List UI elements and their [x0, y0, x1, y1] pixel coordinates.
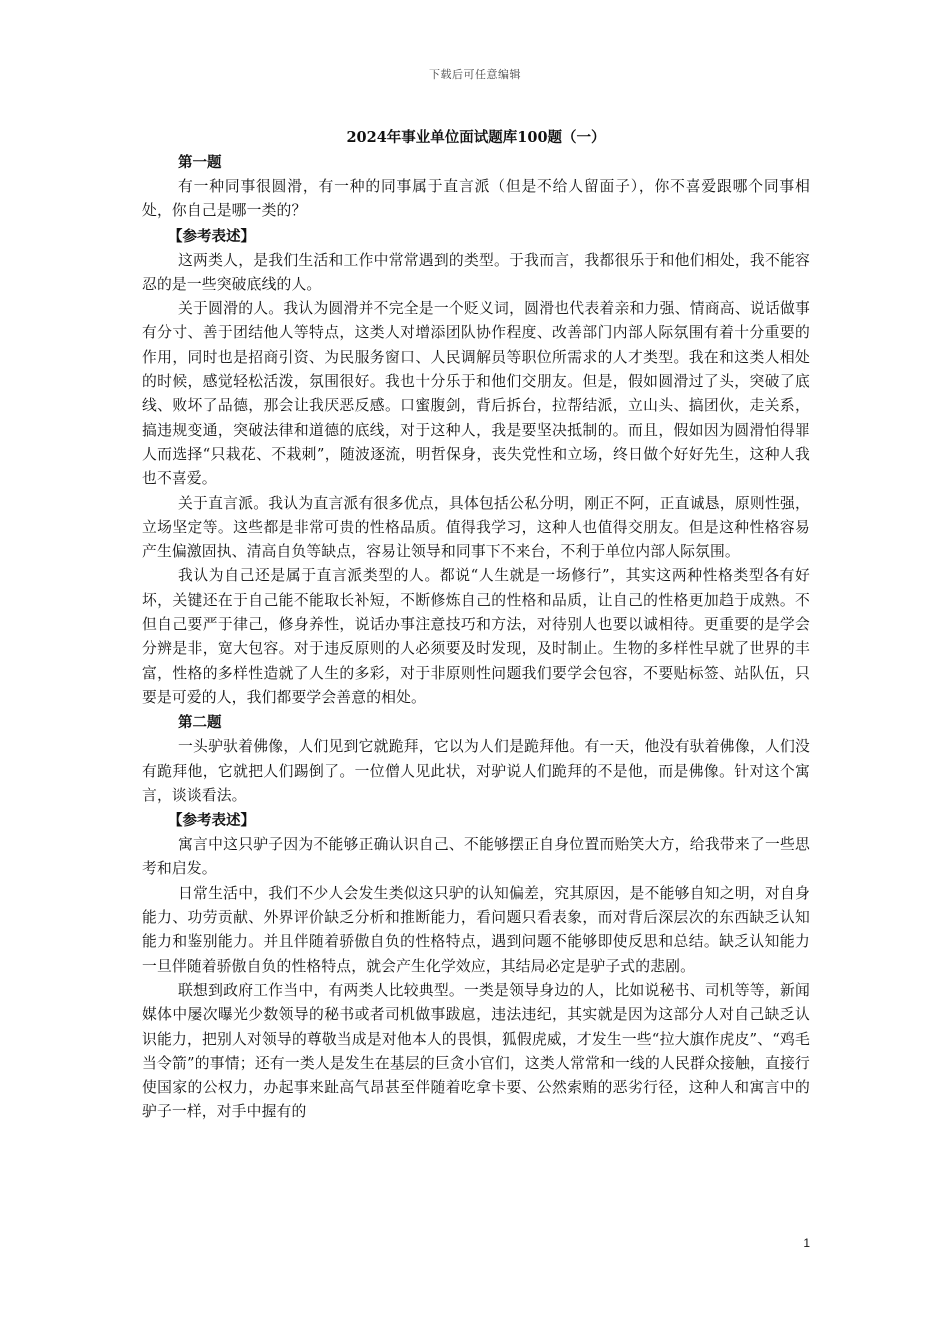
question-1-text: 有一种同事很圆滑，有一种的同事属于直言派（但是不给人留面子），你不喜爱跟哪个同事相处，你自己是哪一类的？ — [142, 178, 810, 220]
header-note: 下载后可任意编辑 — [429, 68, 521, 81]
question-2-answer-paragraph: 联想到政府工作当中，有两类人比较典型。一类是领导身边的人，比如说秘书、司机等等，新闻媒体中屡次曝光少数领导的秘书或者司机做事跋扈，违法违纪，其实就是因为这部分人对自己缺乏认识能力，把别人对领导的尊敬当成是对他本人的畏惧，狐假虎威，才发生一些“拉大旗作虎皮”、“鸡毛当令箭”的事情；还有一类人是发生在基层的巨贪小官们，这类人常常和一线的人民群众接触，直接行使国家的公权力，办起事来趾高气昂甚至伴随着吃拿卡要、公然索贿的恶劣行径，这种人和寓言中的驴子一样，对手中握有的 — [142, 981, 810, 1121]
question-2-heading: 第二题 — [178, 714, 222, 732]
question-1-reference-heading: 【参考表述】 — [168, 227, 255, 245]
question-1-answer-paragraph: 关于圆滑的人。我认为圆滑并不完全是一个贬义词，圆滑也代表着亲和力强、情商高、说话做事有分寸、善于团结他人等特点，这类人对增添团队协作程度、改善部门内部人际氛围有着十分重要的作用，同时也是招商引资、为民服务窗口、人民调解员等职位所需求的人才类型。我在和这类人相处的时候，感觉轻松活泼，氛围很好。我也十分乐于和他们交朋友。但是，假如圆滑过了头，突破了底线、败坏了品德，那会让我厌恶反感。口蜜腹剑，背后拆台，拉帮结派，立山头、搞团伙，走关系，搞违规变通，突破法律和道德的底线，对于这种人，我是要坚决抵制的。而且，假如因为圆滑怕得罪人而选择“只栽花、不栽刺”，随波逐流，明哲保身，丧失党性和立场，终日做个好好先生，这种人我也不喜爱。 — [142, 300, 810, 488]
question-1-answer-paragraph: 关于直言派。我认为直言派有很多优点，具体包括公私分明，刚正不阿，正直诚恳，原则性强，立场坚定等。这些都是非常可贵的性格品质。值得我学习，这种人也值得交朋友。但是这种性格容易产生偏激固执、清高自负等缺点，容易让领导和同事下不来台，不利于单位内部人际氛围。 — [142, 494, 810, 561]
page-number: 1 — [803, 1236, 810, 1250]
question-2-answer-paragraph: 日常生活中，我们不少人会发生类似这只驴的认知偏差，究其原因，是不能够自知之明，对自身能力、功劳贡献、外界评价缺乏分析和推断能力，看问题只看表象，而对背后深层次的东西缺乏认知能力和鉴别能力。并且伴随着骄傲自负的性格特点，遇到问题不能够即使反思和总结。缺乏认知能力一旦伴随着骄傲自负的性格特点，就会产生化学效应，其结局必定是驴子式的悲剧。 — [142, 884, 810, 975]
document-body — [142, 126, 810, 1125]
question-1-answer-paragraph: 我认为自己还是属于直言派类型的人。都说“人生就是一场修行”，其实这两种性格类型各有好坏，关键还在于自己能不能取长补短，不断修炼自己的性格和品质，让自己的性格更加趋于成熟。不但自己要严于律己，修身养性，说话办事注意技巧和方法，对待别人也要以诚相待。更重要的是学会分辨是非，宽大包容。对于违反原则的人必须要及时发现，及时制止。生物的多样性早就了世界的丰富，性格的多样性造就了人生的多彩，对于非原则性问题我们要学会包容，不要贴标签、站队伍，只要是可爱的人，我们都要学会善意的相处。 — [142, 567, 810, 706]
question-2-text: 一头驴驮着佛像，人们见到它就跪拜，它以为人们是跪拜他。有一天，他没有驮着佛像，人们没有跪拜他，它就把人们踢倒了。一位僧人见此状，对驴说人们跪拜的不是他，而是佛像。针对这个寓言，谈谈看法。 — [142, 738, 810, 804]
question-2-reference-heading: 【参考表述】 — [168, 812, 255, 830]
document-title: 2024年事业单位面试题库100题（一） — [346, 129, 606, 146]
question-2-answer-paragraph: 寓言中这只驴子因为不能够正确认识自己、不能够摆正自身位置而贻笑大方，给我带来了一些思考和启发。 — [142, 836, 810, 878]
question-1-heading: 第一题 — [178, 154, 222, 171]
question-1-answer-paragraph: 这两类人，是我们生活和工作中常常遇到的类型。于我而言，我都很乐于和他们相处，我不能容忍的是一些突破底线的人。 — [142, 251, 810, 293]
